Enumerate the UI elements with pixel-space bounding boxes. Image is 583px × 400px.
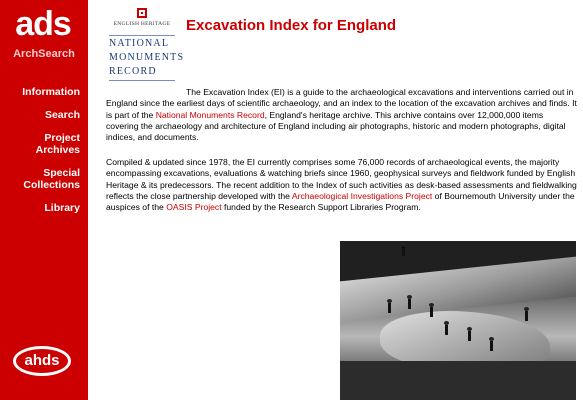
nav-search[interactable]	[0, 109, 80, 121]
excavation-photo	[340, 241, 576, 400]
paragraph-text: The Excavation Index (EI) is a guide to the archaeological excavations and interventions carried out in England since the earliest days of scientific archaeology, and an index to the location of the excavation archives and finds. It is part of the	[106, 87, 577, 120]
paragraph-text: funded by the Research Support Libraries Program.	[221, 202, 421, 213]
nmr-line: NATIONAL	[109, 38, 170, 49]
nav-label: Library	[44, 202, 80, 214]
photo-figure	[388, 303, 391, 313]
english-heritage-icon	[137, 8, 147, 18]
logo-divider	[109, 35, 175, 36]
intro-paragraph	[106, 87, 578, 143]
photo-figure	[408, 299, 411, 309]
history-paragraph	[106, 157, 578, 213]
logo-divider	[109, 80, 175, 81]
paragraph-text: , England's heritage archive. This archive contains over 12,000,000 items covering the archaeology and architecture of England including air photographs, historic and modern photographs, digital indices, and documents.	[106, 109, 566, 143]
nmr-wordmark	[109, 37, 185, 79]
ahds-logo[interactable]	[13, 346, 71, 376]
nav-label: Project	[44, 132, 80, 144]
english-heritage-text: ENGLISH HERITAGE	[113, 21, 171, 27]
nav-label: Special	[43, 167, 80, 179]
nmr-line: MONUMENTS	[109, 52, 185, 63]
ads-logo[interactable]: ads	[15, 5, 71, 43]
archsearch-logo-subtitle[interactable]: ArchSearch	[13, 48, 75, 60]
page-title: Excavation Index for England	[186, 17, 397, 34]
sidebar-nav	[0, 86, 80, 225]
nmr-line: RECORD	[109, 66, 157, 77]
sidebar	[0, 0, 88, 400]
nav-library[interactable]	[0, 202, 80, 214]
nav-project-archives[interactable]	[0, 132, 80, 156]
nav-label: Archives	[35, 144, 80, 156]
photo-ground	[340, 361, 576, 400]
photo-figure	[430, 307, 433, 317]
photo-figure	[490, 341, 493, 351]
photo-figure	[468, 331, 471, 341]
national-monuments-record-link[interactable]: National Monuments Record	[155, 109, 265, 120]
nav-special-collections[interactable]	[0, 167, 80, 191]
paragraph-text: Compiled & updated since 1978, the EI currently comprises some 76,000 records of archaeological events, the majority encompassing excavations, evaluations & watching briefs since 1960, geophysical surveys and fieldwork funded by English Heritage & its predecessors. The recent addition to the Index of such activities as desk-based assessments and fieldwalking reflects the close partnership developed with the	[106, 157, 577, 201]
photo-figure	[445, 325, 448, 335]
nav-information[interactable]	[0, 86, 80, 98]
nav-label: Search	[44, 109, 80, 121]
photo-figure	[402, 246, 405, 256]
nav-label: Information	[22, 86, 80, 98]
paragraph-text: of Bournemouth University under the auspices of the	[106, 190, 575, 213]
photo-figure	[525, 311, 528, 321]
oasis-project-link[interactable]: OASIS Project	[166, 202, 222, 213]
archaeological-investigations-project-link[interactable]: Archaeological Investigations Project	[291, 190, 433, 201]
nav-label: Collections	[23, 179, 80, 191]
ahds-logo-text: ahds	[16, 349, 68, 373]
